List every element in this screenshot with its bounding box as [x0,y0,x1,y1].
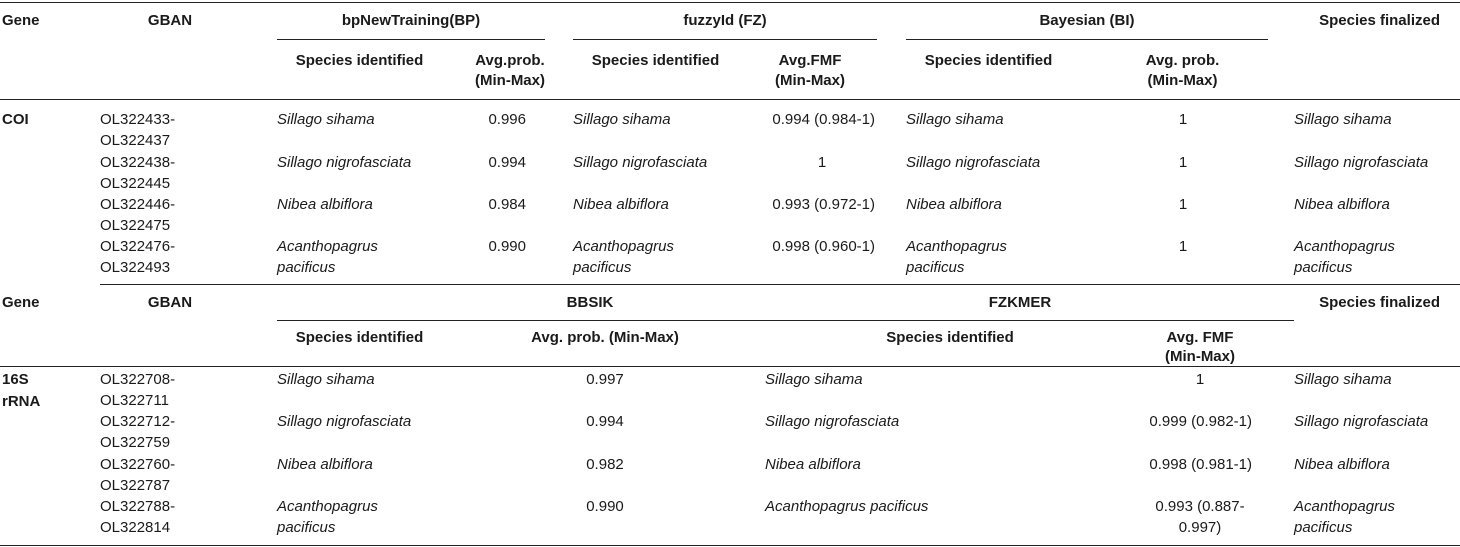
species-finalized-header-2: Species finalized [1319,294,1440,311]
bi-species-cell-line2: pacificus [906,259,965,276]
fz-group-header: fuzzyId (FZ) [683,12,767,29]
bp-prob-header-line1: Avg.prob. [475,52,545,69]
final-species-cell-line1: Acanthopagrus [1294,238,1395,255]
gban-cell-line1: OL322788- [100,498,176,515]
bb-prob-cell: 0.994 [586,413,624,430]
bi-prob-cell: 1 [1178,196,1188,213]
bi-prob-cell: 1 [1178,111,1188,128]
fzkmer-group-header: FZKMER [988,294,1052,311]
bi-prob-header-line2: (Min-Max) [1147,72,1218,89]
gban-header: GBAN [147,12,193,29]
gene-header: Gene [2,12,40,29]
bp-species-cell-line1: Acanthopagrus [277,238,378,255]
fk-fmf-cell: 0.998 (0.981-1) [1149,456,1252,473]
header1-bottom-rule [0,99,1460,100]
fk-species-cell: Nibea albiflora [765,456,861,473]
final-species-cell: Sillago nigrofasciata [1294,413,1429,430]
bb-species-cell-line1: Acanthopagrus [277,498,378,515]
bi-prob-cell: 1 [1178,154,1188,171]
bi-species-cell: Sillago nigrofasciata [906,154,1041,171]
fz-fmf-header-line2: (Min-Max) [775,72,845,89]
gban-cell-line1: OL322760- [100,456,176,473]
bb-species-cell-line2: pacificus [277,519,336,536]
fk-species-cell: Sillago nigrofasciata [765,413,900,430]
bi-group-rule [906,39,1268,40]
bb-prob-cell: 0.982 [586,456,624,473]
bp-species-cell-line2: pacificus [277,259,336,276]
gene-label-coi: COI [2,111,29,128]
bb-prob-cell: 0.997 [586,371,624,388]
species-finalized-header: Species finalized [1319,12,1440,29]
gban-cell-line2: OL322475 [100,217,171,234]
fz-fmf-cell: 0.993 (0.972-1) [772,196,875,213]
final-species-cell-line2: pacificus [1294,259,1353,276]
gban-cell-line2: OL322759 [100,434,171,451]
gban-cell-line2: OL322711 [100,392,169,409]
top-rule [0,2,1460,3]
fz-species-cell-line1: Acanthopagrus [573,238,674,255]
bb-prob-cell: 0.990 [586,498,624,515]
bbsik-fzkmer-group-rule [277,320,1294,321]
final-species-cell-line1: Acanthopagrus [1294,498,1395,515]
gban-cell-line1: OL322433- [100,111,176,128]
fk-fmf-header-line2: (Min-Max) [1165,348,1235,365]
bp-group-rule [277,39,545,40]
fk-fmf-cell-line1: 0.993 (0.887- [1155,498,1245,515]
final-species-cell: Nibea albiflora [1294,456,1390,473]
fz-species-cell-line2: pacificus [573,259,632,276]
gban-cell-line1: OL322438- [100,154,176,171]
bp-species-cell: Sillago sihama [277,111,375,128]
fz-fmf-cell: 1 [817,154,827,171]
fz-species-cell: Sillago nigrofasciata [573,154,708,171]
bp-prob-header-line2: (Min-Max) [475,72,545,89]
final-species-cell: Sillago sihama [1294,111,1392,128]
bp-species-cell: Nibea albiflora [277,196,373,213]
gban-cell-line1: OL322712- [100,413,176,430]
bi-species-cell: Sillago sihama [906,111,1004,128]
bi-species-cell-line1: Acanthopagrus [906,238,1007,255]
bottom-rule [0,545,1460,546]
bb-prob-header: Avg. prob. (Min-Max) [531,329,679,346]
gban-cell-line2: OL322445 [100,175,171,192]
fz-species-cell: Nibea albiflora [573,196,669,213]
final-species-cell: Sillago sihama [1294,371,1392,388]
fz-species-header: Species identified [591,52,720,69]
bb-species-cell: Nibea albiflora [277,456,373,473]
fz-species-cell: Sillago sihama [573,111,671,128]
fk-species-header: Species identified [886,329,1014,346]
gban-cell-line1: OL322708- [100,371,176,388]
fk-fmf-cell-line2: 0.997) [1178,519,1222,536]
final-species-cell: Nibea albiflora [1294,196,1390,213]
gban-cell-line2: OL322787 [100,477,171,494]
fz-fmf-cell: 0.994 (0.984-1) [772,111,875,128]
bb-species-cell: Sillago nigrofasciata [277,413,412,430]
fk-fmf-header-line1: Avg. FMF [1166,329,1234,346]
section-divider-rule [100,284,1460,285]
bi-species-cell: Nibea albiflora [906,196,1002,213]
bp-group-header: bpNewTraining(BP) [341,12,481,29]
gban-cell-line2: OL322437 [100,132,171,149]
bp-prob-cell: 0.984 [488,196,526,213]
gene-label-16s-line2: rRNA [2,393,41,410]
gban-cell-line1: OL322446- [100,196,176,213]
final-species-cell-line2: pacificus [1294,519,1353,536]
bi-species-header: Species identified [924,52,1053,69]
bi-prob-cell: 1 [1178,238,1188,255]
bp-species-cell: Sillago nigrofasciata [277,154,412,171]
bp-prob-cell: 0.994 [488,154,526,171]
fk-fmf-cell: 1 [1195,371,1205,388]
gban-cell-line1: OL322476- [100,238,176,255]
gban-cell-line2: OL322493 [100,259,171,276]
fk-species-cell: Sillago sihama [765,371,863,388]
gban-cell-line2: OL322814 [100,519,171,536]
fz-group-rule [573,39,877,40]
gene-label-16s-line1: 16S [2,371,29,388]
bbsik-group-header: BBSIK [566,294,614,311]
bb-species-header: Species identified [295,329,424,346]
gban-header-2: GBAN [147,294,193,311]
bp-prob-cell: 0.990 [488,238,526,255]
bb-species-cell: Sillago sihama [277,371,375,388]
bp-prob-cell: 0.996 [488,111,526,128]
fk-fmf-cell: 0.999 (0.982-1) [1149,413,1252,430]
bp-species-header: Species identified [295,52,424,69]
gene-header-2: Gene [2,294,40,311]
final-species-cell: Sillago nigrofasciata [1294,154,1429,171]
bi-prob-header-line1: Avg. prob. [1145,52,1220,69]
fk-species-cell: Acanthopagrus pacificus [765,498,929,515]
fz-fmf-header-line1: Avg.FMF [778,52,842,69]
bi-group-header: Bayesian (BI) [1039,12,1135,29]
fz-fmf-cell: 0.998 (0.960-1) [772,238,875,255]
